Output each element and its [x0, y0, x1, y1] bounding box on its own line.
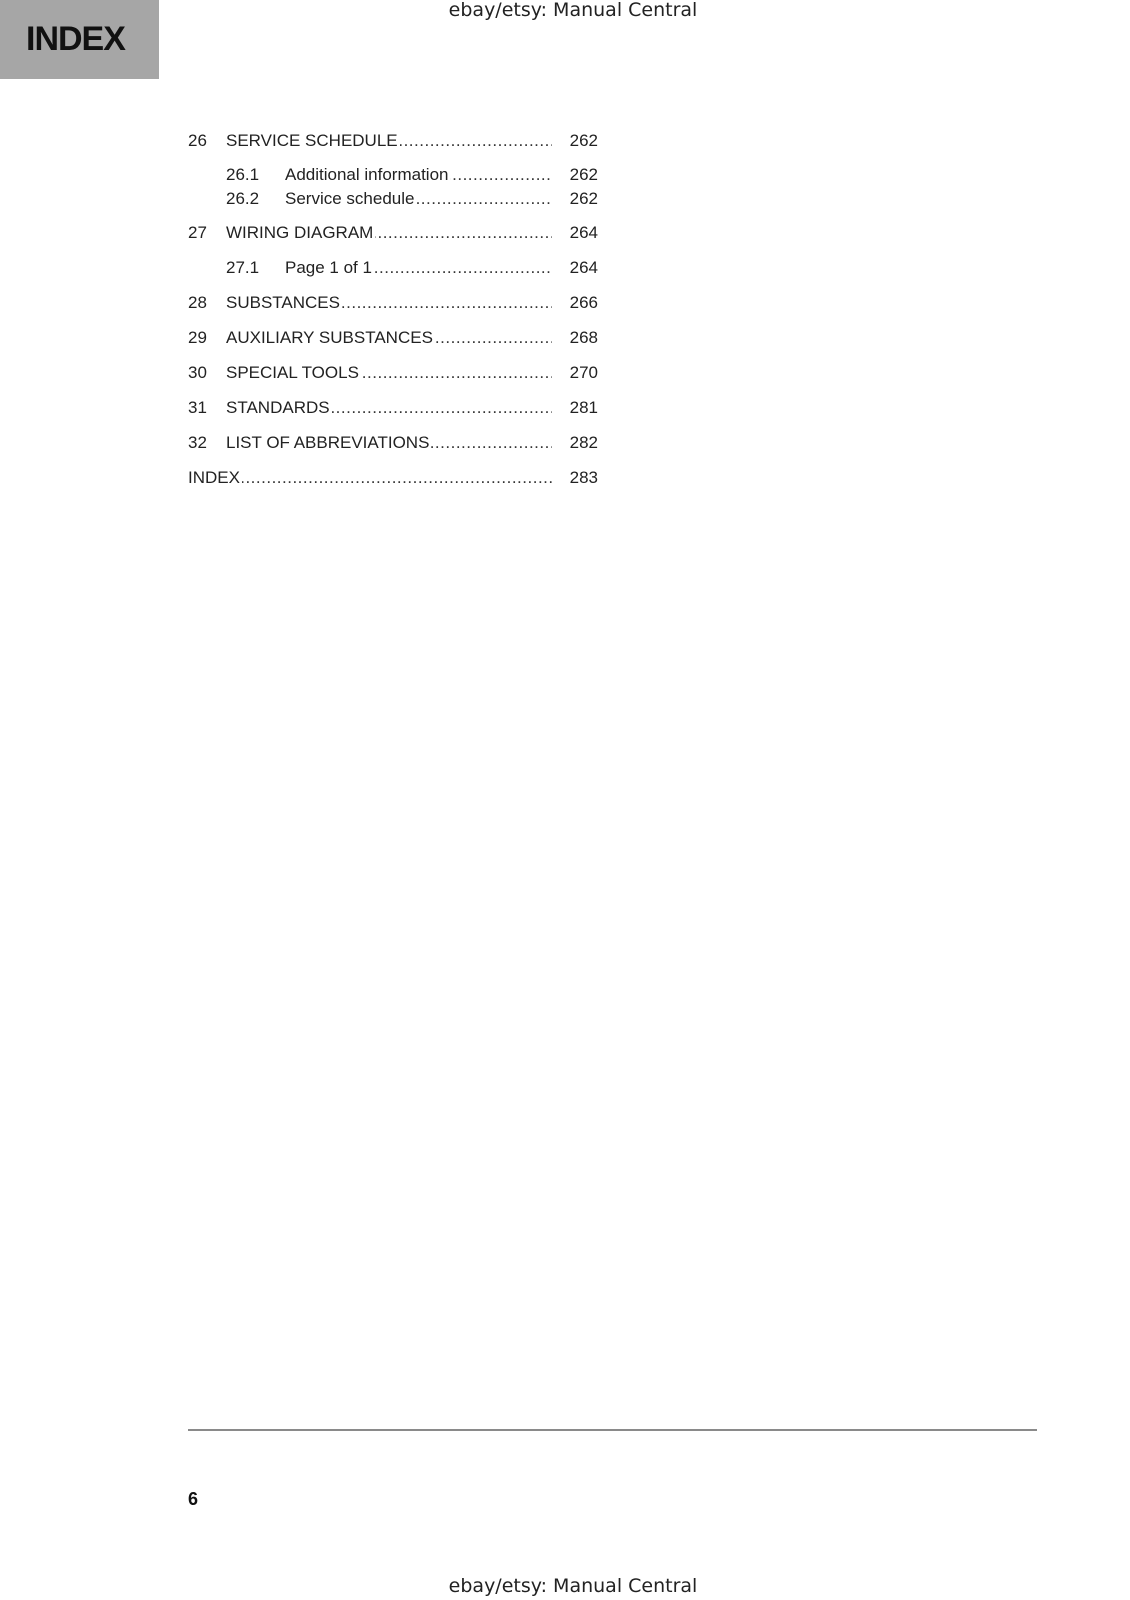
toc-entry-number: 31 — [188, 398, 207, 417]
toc-entry-page: 270 — [569, 363, 598, 382]
toc-entry-title: Page 1 of 1 — [285, 258, 372, 277]
toc-entry-number: 27 — [188, 223, 207, 242]
toc-entry-number: 27.1 — [226, 258, 260, 277]
toc-entry-page: 262 — [569, 131, 598, 150]
toc-entry[interactable] — [188, 327, 598, 349]
toc-entry-page: 283 — [569, 468, 598, 487]
toc-entry-title: AUXILIARY SUBSTANCES — [226, 328, 433, 347]
toc-entry-number: 26.2 — [226, 189, 260, 208]
toc-entry-number: 28 — [188, 293, 207, 312]
header-watermark: ebay/etsy: Manual Central — [448, 0, 698, 21]
toc-entry-page: 262 — [569, 189, 598, 208]
toc-entry-page: 262 — [569, 165, 598, 184]
toc-entry-number: 29 — [188, 328, 207, 347]
footer-watermark: ebay/etsy: Manual Central — [448, 1575, 698, 1597]
toc-entry-title: Service schedule — [285, 189, 415, 208]
footer-divider — [188, 1429, 1037, 1431]
toc-entry-title: SPECIAL TOOLS — [226, 363, 359, 382]
toc-entry-index[interactable] — [188, 467, 598, 489]
toc-entry-page: 264 — [569, 223, 598, 242]
toc-entry[interactable] — [188, 292, 598, 314]
toc-entry-title: LIST OF ABBREVIATIONS — [226, 433, 430, 452]
toc-subentry[interactable] — [188, 164, 598, 186]
toc-entry-title: INDEX — [188, 468, 240, 487]
toc-entry[interactable] — [188, 397, 598, 419]
toc-entry-number: 26.1 — [226, 165, 260, 184]
toc-entry[interactable] — [188, 432, 598, 454]
toc-entry-title: SUBSTANCES — [226, 293, 340, 312]
toc-entry-page: 264 — [569, 258, 598, 277]
toc-entry[interactable] — [188, 130, 598, 152]
toc-subentry[interactable] — [188, 188, 598, 210]
toc-entry[interactable] — [188, 222, 598, 244]
toc-entry[interactable] — [188, 362, 598, 384]
toc-entry-page: 282 — [569, 433, 598, 452]
toc-entry-number: 30 — [188, 363, 207, 382]
toc-entry-page: 281 — [569, 398, 598, 417]
section-tab-label: INDEX — [26, 20, 125, 58]
toc-entry-title: STANDARDS — [226, 398, 330, 417]
toc-entry-number: 26 — [188, 131, 207, 150]
toc-entry-page: 268 — [569, 328, 598, 347]
toc-subentry[interactable] — [188, 257, 598, 279]
toc-entry-title: SERVICE SCHEDULE — [226, 131, 398, 150]
toc-entry-title: WIRING DIAGRAM — [226, 223, 374, 242]
toc-entry-number: 32 — [188, 433, 207, 452]
page-number: 6 — [188, 1489, 199, 1509]
toc-entry-page: 266 — [569, 293, 598, 312]
toc-entry-title: Additional information — [285, 165, 449, 184]
